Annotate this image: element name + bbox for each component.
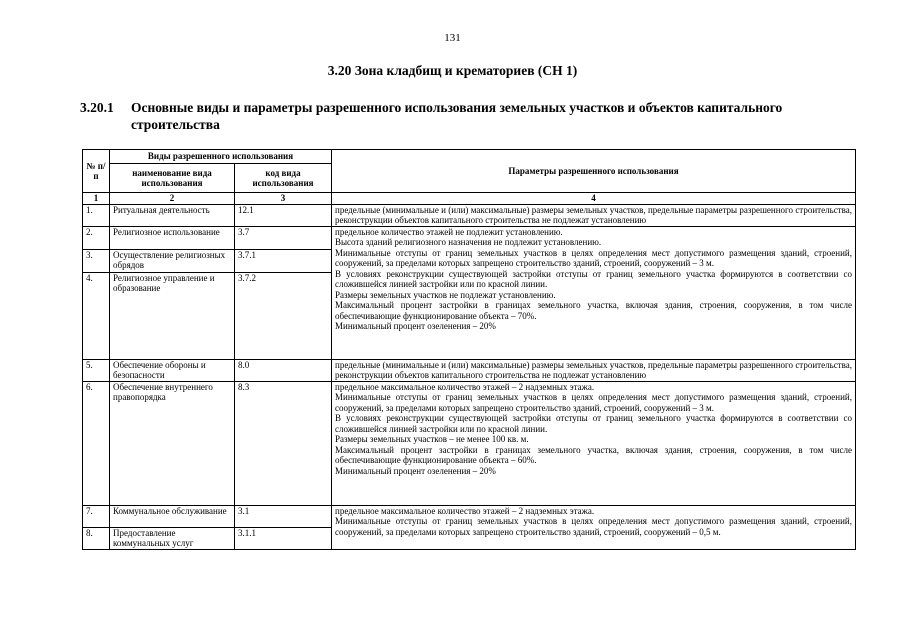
params-line: Минимальный процент озеленения – 20% [335, 465, 496, 476]
row-name: Религиозное использование [110, 226, 235, 249]
row-code: 8.0 [235, 359, 332, 381]
row-num: 6. [83, 381, 110, 505]
row-code: 3.1.1 [235, 527, 332, 549]
row-num: 1. [83, 204, 110, 226]
params-line: предельные (минимальные и (или) максимальные) размеры земельных участков, предельные параметры разрешенного строительства, реконструкции объектов капитального строительства не подлежат установлению [335, 204, 852, 225]
row-code: 8.3 [235, 381, 332, 505]
row-code: 12.1 [235, 204, 332, 226]
table-row [83, 204, 856, 226]
params-line: Высота зданий религиозного назначения не подлежит установлению. [335, 237, 602, 247]
params-line: Минимальный процент озеленения – 20% [335, 321, 496, 331]
row-code: 3.1 [235, 505, 332, 527]
row-num: 4. [83, 272, 110, 359]
params-line: Минимальные отступы от границ земельных участков в целях определения мест допустимого размещения зданий, строений, сооружений, за пределами которых запрещено строительство зданий, строений, сооружений – 0,5 м. [335, 516, 852, 537]
params-cell [332, 226, 856, 359]
page-number: 131 [444, 32, 461, 44]
col-number-4: 4 [332, 193, 856, 205]
row-name: Коммунальное обслуживание [110, 505, 235, 527]
header-params: Параметры разрешенного использования [332, 150, 856, 193]
subsection-number: 3.20.1 [80, 100, 114, 115]
params-line: предельные (минимальные и (или) максимальные) размеры земельных участков, предельные параметры разрешенного строительства, реконструкции объектов капитального строительства не подлежат установлению [335, 359, 852, 380]
row-num: 8. [83, 527, 110, 549]
params-cell [332, 204, 856, 226]
col-number-1: 1 [83, 193, 110, 205]
params-cell [332, 359, 856, 381]
params-line: В условиях реконструкции существующей застройки отступы от границ земельного участка формируются в соответствии со сложившейся линией застройки или по красной линии. [335, 413, 852, 434]
row-code: 3.7.2 [235, 272, 332, 359]
permitted-use-table [82, 149, 856, 550]
section-title: 3.20 Зона кладбищ и крематориев (СН 1) [327, 63, 578, 78]
row-num: 2. [83, 226, 110, 249]
params-line: предельное количество этажей не подлежит установлению. [335, 226, 563, 237]
params-cell [332, 505, 856, 549]
table-row [83, 381, 856, 505]
header-num: № п/п [83, 150, 110, 193]
row-name: Осуществление религиозных обрядов [110, 249, 235, 272]
header-code: код вида использования [235, 164, 332, 193]
params-line: Размеры земельных участков не подлежат установлению. [335, 289, 556, 300]
row-name: Ритуальная деятельность [110, 204, 235, 226]
params-cell [332, 381, 856, 505]
row-code: 3.7 [235, 226, 332, 249]
table-row [83, 226, 856, 249]
row-code: 3.7.1 [235, 249, 332, 272]
params-line: предельное максимальное количество этажей – 2 надземных этажа. [335, 505, 595, 516]
params-line: Минимальные отступы от границ земельных участков в целях определения мест допустимого размещения зданий, строений, сооружений, за пределами которых запрещено строительство зданий, строений, сооружений – 3 м. [335, 247, 852, 268]
header-name: наименование вида использования [110, 164, 235, 193]
table-row [83, 359, 856, 381]
params-line: Размеры земельных участков – не менее 100 кв. м. [335, 434, 529, 444]
params-line: Максимальный процент застройки в границах земельного участка, включая здания, строения, сооружения, в том числе обеспечивающие функционирование объекта – 70%. [335, 300, 852, 321]
subsection-title: Основные виды и параметры разрешенного использования земельных участков и объектов капитального строительства [131, 100, 783, 132]
row-num: 3. [83, 249, 110, 272]
col-number-2: 2 [110, 193, 235, 205]
row-num: 5. [83, 359, 110, 381]
col-number-3: 3 [235, 193, 332, 205]
params-line: В условиях реконструкции существующей застройки отступы от границ земельного участка формируются в соответствии со сложившейся линией застройки или по красной линии. [335, 268, 852, 289]
header-types-group: Виды разрешенного использования [110, 150, 332, 164]
row-num: 7. [83, 505, 110, 527]
params-line: Максимальный процент застройки в границах земельного участка, включая здания, строения, сооружения, в том числе обеспечивающие функционирование объекта – 60%. [335, 444, 852, 465]
params-line: предельное максимальное количество этажей – 2 надземных этажа. [335, 381, 595, 392]
params-line: Минимальные отступы от границ земельных участков в целях определения мест допустимого размещения зданий, строений, сооружений, за пределами которых запрещено строительство зданий, строений, сооружений – 3 м. [335, 392, 852, 413]
row-name: Религиозное управление и образование [110, 272, 235, 359]
row-name: Обеспечение внутреннего правопорядка [110, 381, 235, 505]
table-row [83, 505, 856, 527]
row-name: Обеспечение обороны и безопасности [110, 359, 235, 381]
row-name: Предоставление коммунальных услуг [110, 527, 235, 549]
